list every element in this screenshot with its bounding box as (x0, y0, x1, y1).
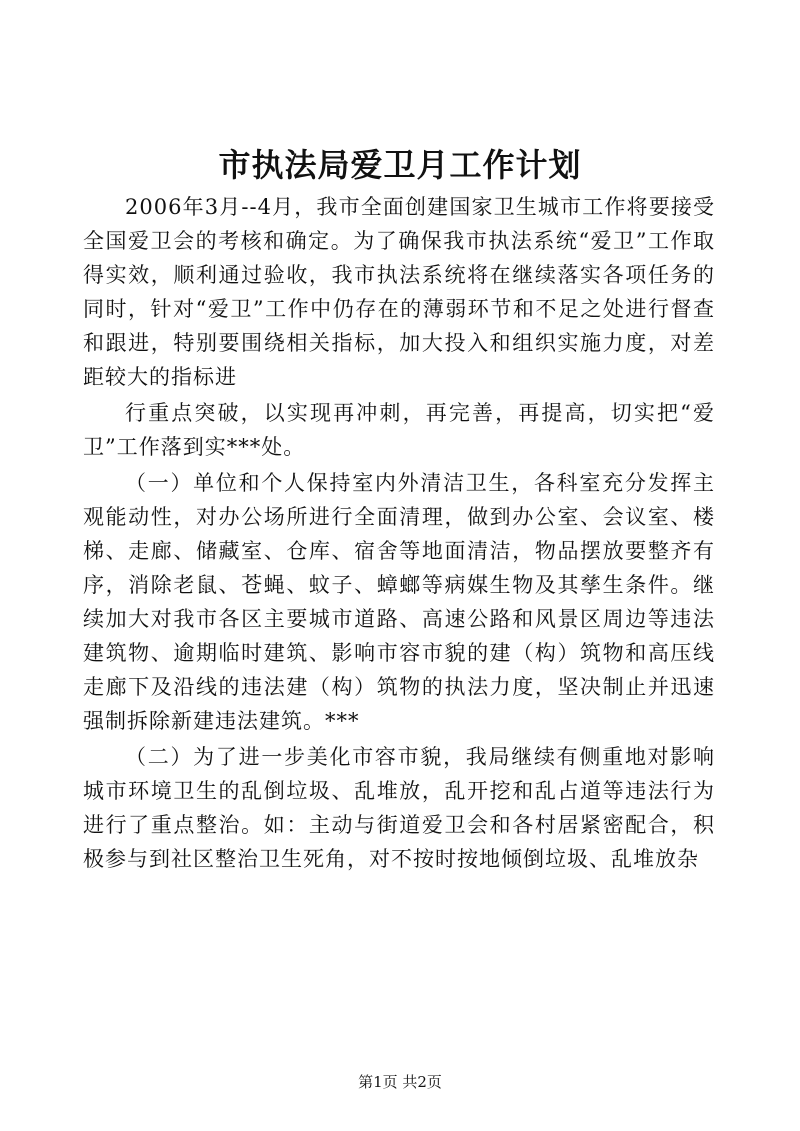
paragraph-item-1: （一）单位和个人保持室内外清洁卫生，各科室充分发挥主观能动性，对办公场所进行全面清理，做到办公室、会议室、楼梯、走廊、储藏室、仓库、宿舍等地面清洁，物品摆放要整齐有序，消除老鼠、苍蝇、蚊子、蟑螂等病媒生物及其孳生条件。继续加大对我市各区主要城市道路、高速公路和风景区周边等违法建筑物、逾期临时建筑、影响市容市貌的建（构）筑物和高压线走廊下及沿线的违法建（构）筑物的执法力度，坚决制止并迅速强制拆除新建违法建筑。*** (83, 471, 715, 733)
document-title: 市执法局爱卫月工作计划 (218, 146, 582, 184)
document-body (83, 190, 715, 876)
paragraph-item-2: （二）为了进一步美化市容市貌，我局继续有侧重地对影响城市环境卫生的乱倒垃圾、乱堆放，乱开挖和乱占道等违法行为进行了重点整治。如：主动与街道爱卫会和各村居紧密配合，积极参与到社区整治卫生死角，对不按时按地倾倒垃圾、乱堆放杂 (83, 745, 715, 871)
paragraph-intro: 2006年3月--4月，我市全面创建国家卫生城市工作将要接受全国爱卫会的考核和确定。为了确保我市执法系统“爱卫”工作取得实效，顺利通过验收，我市执法系统将在继续落实各项任务的同时，针对“爱卫”工作中仍存在的薄弱环节和不足之处进行督查和跟进，特别要围绕相关指标，加大投入和组织实施力度，对差距较大的指标进 (83, 195, 715, 389)
paragraph-intro-continued: 行重点突破，以实现再冲刺，再完善，再提高，切实把“爱卫”工作落到实***处。 (83, 401, 715, 459)
page-footer: 第1页 共2页 (358, 1073, 442, 1091)
